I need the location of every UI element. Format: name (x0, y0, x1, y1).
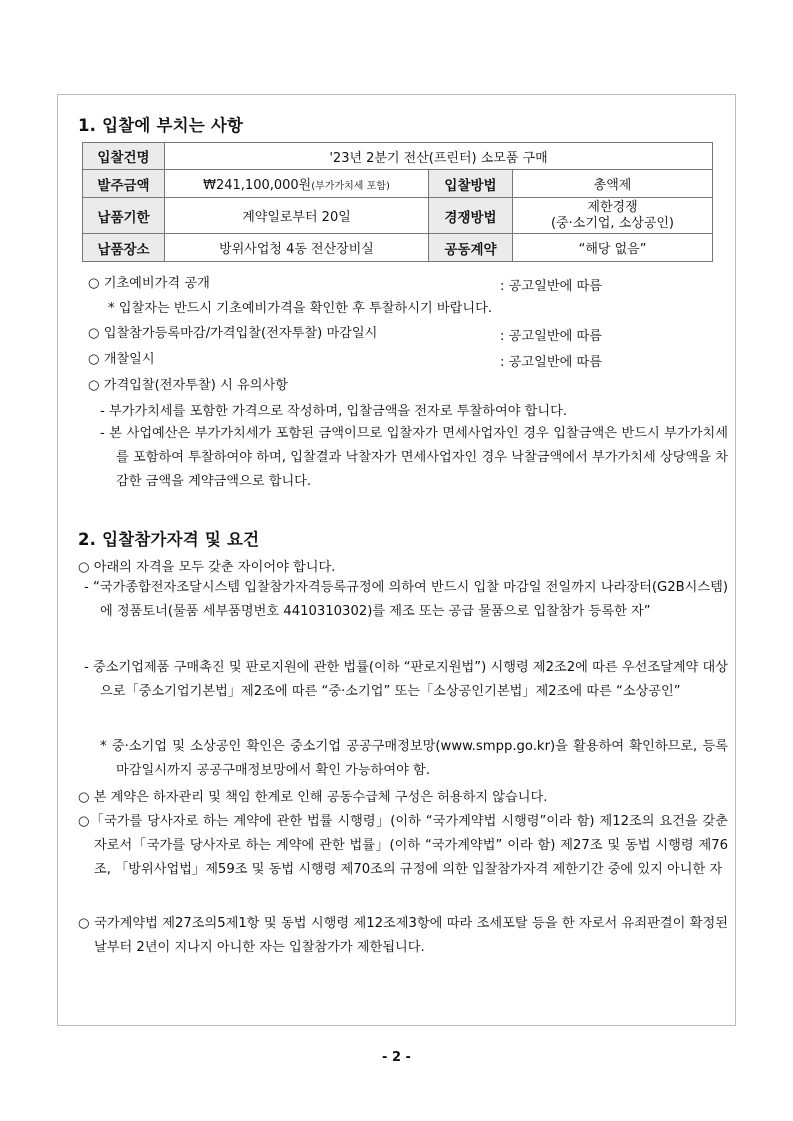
method-label: 입찰방법 (429, 170, 513, 198)
price-label: 발주금액 (83, 170, 165, 198)
competition-label: 경쟁방법 (429, 198, 513, 234)
section1-title: 1. 입찰에 부치는 사항 (78, 116, 244, 135)
bid-info-table (82, 142, 713, 262)
list-item-right: : 공고일반에 따름 (500, 329, 603, 344)
deadline-label: 납품기한 (83, 198, 165, 234)
list-item: - 중소기업제품 구매촉진 및 판로지원에 관한 법률(이하 “판로지원법”) 시행령 제2조2에 따른 우선조달계약 대상으로「중소기업기본법」제2조에 따른 “중·소기업” 또는「소상공인기본법」제2조에 따른 “소상공인” (84, 660, 728, 699)
list-item: ○ 아래의 자격을 모두 갖춘 자이어야 합니다. (78, 560, 336, 575)
list-item: * 중·소기업 및 소상공인 확인은 중소기업 공공구매정보망(www.smpp.go.kr)을 활용하여 확인하므로, 등록마감일시까지 공공구매정보망에서 확인 가능하여야 함. (100, 739, 728, 778)
joint-label: 공동계약 (429, 234, 513, 262)
place-label: 납품장소 (83, 234, 165, 262)
bid-name-label: 입찰건명 (83, 143, 165, 170)
section2-title: 2. 입찰참가자격 및 요건 (78, 530, 260, 549)
price-note: (부가가치세 포함) (311, 181, 390, 192)
list-item: ○ 기초예비가격 공개 (88, 276, 210, 291)
list-item: ○ 가격입찰(전자투찰) 시 유의사항 (88, 378, 288, 393)
place-value: 방위사업청 4동 전산장비실 (165, 234, 429, 262)
list-item: ○ 개찰일시 (88, 352, 155, 367)
price-cell (165, 170, 429, 198)
joint-value: “해당 없음” (513, 234, 713, 262)
bid-name-value: '23년 2분기 전산(프린터) 소모품 구매 (165, 143, 713, 170)
deadline-value: 계약일로부터 20일 (165, 198, 429, 234)
list-item: - 본 사업예산은 부가가치세가 포함된 금액이므로 입찰자가 면세사업자인 경우 입찰금액은 반드시 부가가치세를 포함하여 투찰하여야 하며, 입찰결과 낙찰자가 면세사업자인 경우 낙찰금액에서 부가가치세 상당액을 차감한 금액을 계약금액으로 합니다. (100, 426, 728, 489)
list-item: ○ 국가계약법 제27조의5제1항 및 동법 시행령 제12조제3항에 따라 조세포탈 등을 한 자로서 유죄판결이 확정된 날부터 2년이 지나지 아니한 자는 입찰참가가 제한됩니다. (78, 916, 728, 955)
list-item: ○「국가를 당사자로 하는 계약에 관한 법률 시행령」(이하 “국가계약법 시행령”이라 함) 제12조의 요건을 갖춘 자로서「국가를 당사자로 하는 계약에 관한 법률」(이하 “국가계약법” 이라 함) 제27조 및 동법 시행령 제76조, 「방위사업법」제59조 및 동법 시행령 제70조의 규정에 의한 입찰참가자격 제한기간 중에 있지 아니한 자 (78, 814, 728, 877)
list-item: ○ 입찰참가등록마감/가격입찰(전자투찰) 마감일시 (88, 326, 378, 341)
list-item-right: : 공고일반에 따름 (500, 355, 603, 370)
price-value: ₩241,100,000원 (203, 178, 312, 193)
list-item: * 입찰자는 반드시 기초예비가격을 확인한 후 투찰하시기 바랍니다. (108, 301, 493, 316)
competition-value-2: (중·소기업, 소상공인) (551, 215, 675, 231)
list-item-right: : 공고일반에 따름 (500, 279, 603, 294)
competition-value-1: 제한경쟁 (587, 199, 638, 215)
competition-cell (513, 198, 713, 234)
list-item: - “국가종합전자조달시스템 입찰참가자격등록규정에 의하여 반드시 입찰 마감일 전일까지 나라장터(G2B시스템)에 정품토너(물품 세부품명번호 4410310302)를 제조 또는 공급 물품으로 입찰참가 등록한 자” (84, 580, 728, 619)
method-value: 총액제 (513, 170, 713, 198)
list-item: - 부가가치세를 포함한 가격으로 작성하며, 입찰금액을 전자로 투찰하여야 합니다. (100, 404, 568, 419)
list-item: ○ 본 계약은 하자관리 및 책임 한계로 인해 공동수급체 구성은 허용하지 않습니다. (78, 790, 548, 805)
page-number: - 2 - (382, 1050, 411, 1065)
